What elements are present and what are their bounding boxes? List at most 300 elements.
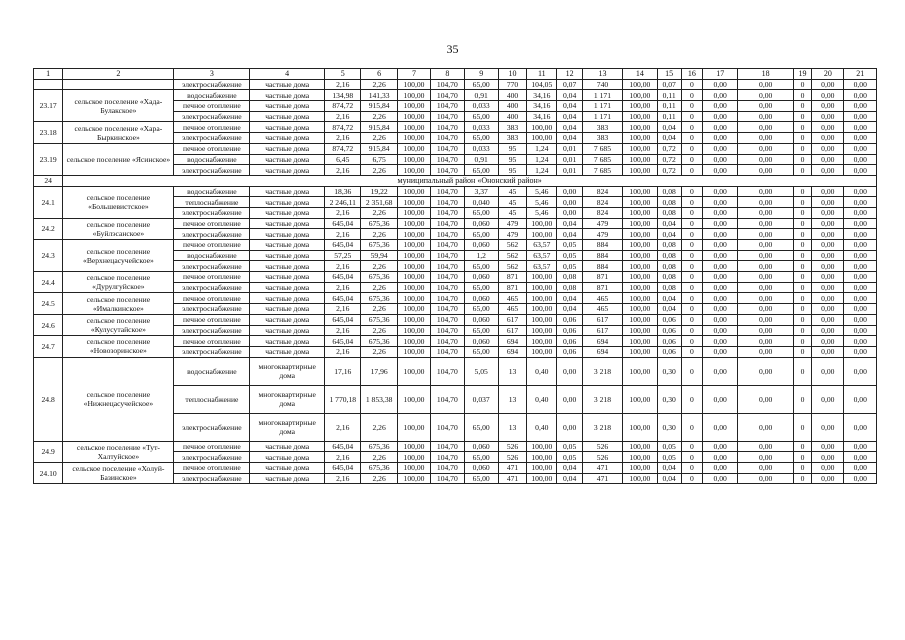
utility-type: электроснабжение: [174, 452, 250, 463]
value-cell: 0,00: [703, 111, 738, 122]
value-cell: 7 685: [582, 154, 622, 165]
table-row: [34, 90, 877, 101]
value-cell: 0,00: [812, 325, 844, 336]
value-cell: 100,00: [397, 293, 430, 304]
value-cell: 2,16: [325, 304, 361, 315]
value-cell: 100,00: [397, 272, 430, 283]
table-row: [34, 293, 877, 304]
value-cell: 0,00: [703, 240, 738, 251]
value-cell: 0: [681, 462, 702, 473]
value-cell: 0,00: [844, 122, 877, 133]
housing-type: многоквартирные дома: [250, 385, 325, 413]
value-cell: 0,01: [557, 165, 582, 176]
column-number-header: 5: [325, 69, 361, 80]
value-cell: 13: [498, 357, 526, 385]
value-cell: 100,00: [397, 325, 430, 336]
utility-type: водоснабжение: [174, 186, 250, 197]
value-cell: 0: [793, 272, 811, 283]
settlement-name: сельское поселение «Нижнецасучейское»: [63, 357, 174, 441]
settlement-name: сельское поселение «Ималкинское»: [63, 293, 174, 314]
value-cell: 0,033: [464, 122, 498, 133]
value-cell: 0,04: [657, 122, 681, 133]
value-cell: 2,26: [361, 261, 397, 272]
value-cell: 645,04: [325, 336, 361, 347]
value-cell: 0,00: [703, 452, 738, 463]
value-cell: 100,00: [623, 282, 657, 293]
housing-type: частные дома: [250, 282, 325, 293]
column-number-header: 21: [844, 69, 877, 80]
table-row: [34, 314, 877, 325]
housing-type: частные дома: [250, 218, 325, 229]
value-cell: 104,70: [431, 282, 464, 293]
value-cell: 100,00: [397, 207, 430, 218]
value-cell: 1 171: [582, 101, 622, 112]
value-cell: 0,00: [557, 197, 582, 208]
value-cell: 100,00: [397, 133, 430, 144]
value-cell: 17,96: [361, 357, 397, 385]
value-cell: 0,00: [703, 186, 738, 197]
value-cell: 0: [793, 385, 811, 413]
value-cell: 0: [793, 413, 811, 441]
value-cell: 383: [498, 122, 526, 133]
value-cell: 562: [498, 250, 526, 261]
value-cell: 0,04: [657, 473, 681, 484]
value-cell: 645,04: [325, 314, 361, 325]
utility-type: печное отопление: [174, 293, 250, 304]
value-cell: 100,00: [623, 261, 657, 272]
value-cell: 0,00: [812, 282, 844, 293]
value-cell: 0,00: [844, 336, 877, 347]
value-cell: 0,00: [703, 197, 738, 208]
value-cell: 0,04: [657, 229, 681, 240]
table-row: [34, 357, 877, 385]
value-cell: 0,00: [844, 186, 877, 197]
value-cell: 34,16: [527, 90, 557, 101]
utility-type: электроснабжение: [174, 346, 250, 357]
value-cell: 884: [582, 261, 622, 272]
value-cell: 0: [793, 325, 811, 336]
value-cell: 2 351,68: [361, 197, 397, 208]
value-cell: 2,26: [361, 452, 397, 463]
value-cell: 0,00: [844, 165, 877, 176]
housing-type: частные дома: [250, 261, 325, 272]
value-cell: 0,00: [844, 101, 877, 112]
value-cell: 1,24: [527, 165, 557, 176]
value-cell: 100,00: [397, 79, 430, 90]
utility-type: печное отопление: [174, 122, 250, 133]
value-cell: 104,70: [431, 90, 464, 101]
value-cell: 0,06: [557, 314, 582, 325]
housing-type: частные дома: [250, 293, 325, 304]
value-cell: 0,01: [557, 143, 582, 154]
value-cell: 100,00: [527, 133, 557, 144]
value-cell: 479: [582, 218, 622, 229]
housing-type: частные дома: [250, 186, 325, 197]
value-cell: 0,00: [738, 79, 794, 90]
utility-type: электроснабжение: [174, 261, 250, 272]
value-cell: 0,40: [527, 385, 557, 413]
value-cell: 0,72: [657, 154, 681, 165]
value-cell: 104,70: [431, 413, 464, 441]
value-cell: 0: [793, 218, 811, 229]
value-cell: 104,70: [431, 165, 464, 176]
value-cell: 0,00: [738, 413, 794, 441]
value-cell: 19,22: [361, 186, 397, 197]
column-number-header: 7: [397, 69, 430, 80]
value-cell: 0,00: [844, 452, 877, 463]
value-cell: 100,00: [623, 385, 657, 413]
value-cell: 874,72: [325, 101, 361, 112]
housing-type: частные дома: [250, 325, 325, 336]
housing-type: частные дома: [250, 79, 325, 90]
value-cell: 0,060: [464, 462, 498, 473]
settlement-name: сельское поселение «Большевистское»: [63, 186, 174, 218]
value-cell: 5,46: [527, 197, 557, 208]
settlement-name: сельское поселение «Верхнецасучейское»: [63, 240, 174, 272]
value-cell: 400: [498, 90, 526, 101]
value-cell: 675,36: [361, 462, 397, 473]
value-cell: 0: [793, 101, 811, 112]
value-cell: 1 770,18: [325, 385, 361, 413]
value-cell: 2,16: [325, 207, 361, 218]
value-cell: 100,00: [623, 122, 657, 133]
value-cell: 645,04: [325, 272, 361, 283]
value-cell: 59,94: [361, 250, 397, 261]
value-cell: 100,00: [623, 473, 657, 484]
housing-type: частные дома: [250, 462, 325, 473]
value-cell: 0: [793, 357, 811, 385]
value-cell: 2,16: [325, 229, 361, 240]
value-cell: 0: [793, 186, 811, 197]
settlement-number: 23.18: [34, 122, 63, 143]
value-cell: 0,00: [738, 218, 794, 229]
value-cell: 0,04: [657, 218, 681, 229]
column-number-header: 18: [738, 69, 794, 80]
value-cell: 65,00: [464, 452, 498, 463]
utility-type: печное отопление: [174, 101, 250, 112]
value-cell: 824: [582, 197, 622, 208]
column-number-header: 4: [250, 69, 325, 80]
value-cell: 617: [582, 314, 622, 325]
value-cell: 100,00: [527, 218, 557, 229]
value-cell: 100,00: [397, 186, 430, 197]
value-cell: 0: [681, 314, 702, 325]
value-cell: 0: [793, 240, 811, 251]
table-row: [34, 143, 877, 154]
value-cell: 645,04: [325, 441, 361, 452]
value-cell: 0: [681, 413, 702, 441]
value-cell: 0: [681, 357, 702, 385]
value-cell: 0: [681, 261, 702, 272]
value-cell: 0: [793, 154, 811, 165]
value-cell: 0: [681, 165, 702, 176]
value-cell: 465: [582, 304, 622, 315]
value-cell: 100,00: [623, 101, 657, 112]
utility-type: электроснабжение: [174, 413, 250, 441]
value-cell: 0,00: [738, 473, 794, 484]
value-cell: 0,00: [738, 186, 794, 197]
value-cell: 0,00: [844, 462, 877, 473]
value-cell: 100,00: [527, 346, 557, 357]
value-cell: 471: [582, 473, 622, 484]
value-cell: 0: [681, 122, 702, 133]
value-cell: 104,70: [431, 346, 464, 357]
value-cell: 0,06: [557, 325, 582, 336]
value-cell: 0,00: [738, 90, 794, 101]
value-cell: 0: [681, 452, 702, 463]
value-cell: 675,36: [361, 336, 397, 347]
value-cell: 479: [498, 218, 526, 229]
value-cell: 675,36: [361, 272, 397, 283]
utility-type: печное отопление: [174, 336, 250, 347]
value-cell: 0,91: [464, 154, 498, 165]
utility-type: печное отопление: [174, 462, 250, 473]
value-cell: 0,00: [844, 441, 877, 452]
value-cell: 0,00: [703, 122, 738, 133]
value-cell: 0,00: [738, 101, 794, 112]
value-cell: 0,05: [657, 441, 681, 452]
value-cell: 0: [681, 325, 702, 336]
value-cell: 0,00: [812, 101, 844, 112]
value-cell: 65,00: [464, 165, 498, 176]
value-cell: 2,26: [361, 413, 397, 441]
value-cell: 0,00: [812, 336, 844, 347]
utility-type: печное отопление: [174, 441, 250, 452]
value-cell: 63,57: [527, 250, 557, 261]
value-cell: 104,70: [431, 293, 464, 304]
value-cell: 0,30: [657, 357, 681, 385]
housing-type: частные дома: [250, 346, 325, 357]
value-cell: 2,26: [361, 229, 397, 240]
table-body: [34, 69, 877, 484]
value-cell: 100,00: [527, 229, 557, 240]
table-row: [34, 240, 877, 251]
housing-type: частные дома: [250, 154, 325, 165]
value-cell: 100,00: [623, 240, 657, 251]
value-cell: 100,00: [527, 473, 557, 484]
value-cell: 0,00: [738, 462, 794, 473]
district-title: муниципальный район «Ононский район»: [63, 175, 877, 186]
value-cell: 100,00: [397, 385, 430, 413]
value-cell: 383: [582, 133, 622, 144]
value-cell: 65,00: [464, 282, 498, 293]
value-cell: 0,30: [657, 413, 681, 441]
value-cell: 0,00: [738, 441, 794, 452]
value-cell: 65,00: [464, 325, 498, 336]
value-cell: 2,16: [325, 111, 361, 122]
value-cell: 0,00: [844, 473, 877, 484]
value-cell: 0,00: [738, 293, 794, 304]
value-cell: 645,04: [325, 462, 361, 473]
value-cell: 45: [498, 186, 526, 197]
column-number-header: 12: [557, 69, 582, 80]
value-cell: 2,16: [325, 325, 361, 336]
value-cell: 100,00: [623, 154, 657, 165]
utility-type: печное отопление: [174, 272, 250, 283]
value-cell: 0,00: [812, 143, 844, 154]
value-cell: 0,00: [812, 272, 844, 283]
value-cell: 0,04: [557, 218, 582, 229]
value-cell: 0,00: [812, 357, 844, 385]
value-cell: 526: [498, 452, 526, 463]
value-cell: 0,00: [703, 336, 738, 347]
value-cell: 0,00: [812, 79, 844, 90]
value-cell: 0,00: [812, 293, 844, 304]
column-number-header: 17: [703, 69, 738, 80]
column-number-header: 1: [34, 69, 63, 80]
value-cell: 0,05: [657, 452, 681, 463]
value-cell: 0,00: [703, 165, 738, 176]
value-cell: 645,04: [325, 240, 361, 251]
value-cell: 0,00: [812, 197, 844, 208]
value-cell: 0,00: [703, 413, 738, 441]
housing-type: частные дома: [250, 272, 325, 283]
value-cell: 100,00: [623, 336, 657, 347]
value-cell: 400: [498, 101, 526, 112]
utility-type: печное отопление: [174, 218, 250, 229]
value-cell: 2,26: [361, 79, 397, 90]
value-cell: 100,00: [623, 325, 657, 336]
value-cell: 0,08: [557, 272, 582, 283]
value-cell: 0,00: [703, 143, 738, 154]
value-cell: 100,00: [623, 111, 657, 122]
value-cell: 0,04: [557, 122, 582, 133]
value-cell: 675,36: [361, 314, 397, 325]
value-cell: 100,00: [623, 272, 657, 283]
value-cell: 824: [582, 207, 622, 218]
value-cell: 100,00: [623, 90, 657, 101]
value-cell: 104,70: [431, 207, 464, 218]
value-cell: 0,08: [657, 197, 681, 208]
value-cell: 824: [582, 186, 622, 197]
settlement-number: 24.4: [34, 272, 63, 293]
value-cell: 2,16: [325, 473, 361, 484]
value-cell: 100,00: [397, 462, 430, 473]
value-cell: 0: [681, 250, 702, 261]
value-cell: 2 246,11: [325, 197, 361, 208]
value-cell: 0,060: [464, 293, 498, 304]
value-cell: 100,00: [397, 197, 430, 208]
value-cell: 100,00: [623, 133, 657, 144]
value-cell: 1,2: [464, 250, 498, 261]
value-cell: 0,00: [703, 79, 738, 90]
value-cell: 0,00: [812, 462, 844, 473]
value-cell: 0,08: [557, 282, 582, 293]
value-cell: 465: [498, 304, 526, 315]
table-row: [34, 272, 877, 283]
value-cell: 104,70: [431, 218, 464, 229]
value-cell: 0: [793, 336, 811, 347]
value-cell: 100,00: [623, 452, 657, 463]
value-cell: 675,36: [361, 240, 397, 251]
value-cell: 0,00: [812, 346, 844, 357]
value-cell: 0: [793, 207, 811, 218]
table-row: [34, 186, 877, 197]
column-number-header: 11: [527, 69, 557, 80]
value-cell: 0,01: [557, 154, 582, 165]
column-number-header: 2: [63, 69, 174, 80]
value-cell: 383: [498, 133, 526, 144]
value-cell: 0,00: [812, 413, 844, 441]
value-cell: 0,00: [703, 346, 738, 357]
value-cell: 0: [681, 441, 702, 452]
value-cell: 526: [498, 441, 526, 452]
housing-type: частные дома: [250, 122, 325, 133]
value-cell: 0,04: [557, 229, 582, 240]
value-cell: 0,30: [657, 385, 681, 413]
value-cell: 104,70: [431, 473, 464, 484]
value-cell: 0,00: [738, 357, 794, 385]
district-row: [34, 175, 877, 186]
value-cell: 0,00: [812, 154, 844, 165]
value-cell: 0,00: [812, 122, 844, 133]
housing-type: частные дома: [250, 314, 325, 325]
utility-type: водоснабжение: [174, 357, 250, 385]
value-cell: 0,00: [557, 186, 582, 197]
value-cell: 0,40: [527, 357, 557, 385]
value-cell: 104,70: [431, 385, 464, 413]
value-cell: 100,00: [397, 143, 430, 154]
value-cell: 0: [793, 304, 811, 315]
value-cell: 65,00: [464, 473, 498, 484]
value-cell: 770: [498, 79, 526, 90]
value-cell: 0,060: [464, 441, 498, 452]
value-cell: 0,00: [812, 441, 844, 452]
value-cell: 0: [793, 133, 811, 144]
value-cell: 0: [793, 282, 811, 293]
value-cell: 0,00: [844, 325, 877, 336]
housing-type: частные дома: [250, 452, 325, 463]
value-cell: 13: [498, 385, 526, 413]
value-cell: 0,00: [844, 250, 877, 261]
value-cell: 3 218: [582, 385, 622, 413]
column-number-header: 20: [812, 69, 844, 80]
value-cell: 0,04: [557, 90, 582, 101]
value-cell: 100,00: [397, 165, 430, 176]
value-cell: 0,00: [738, 346, 794, 357]
value-cell: 100,00: [623, 357, 657, 385]
value-cell: 0,06: [657, 325, 681, 336]
value-cell: 675,36: [361, 293, 397, 304]
value-cell: 104,70: [431, 101, 464, 112]
utility-type: водоснабжение: [174, 250, 250, 261]
value-cell: 0: [793, 111, 811, 122]
value-cell: 0,04: [557, 304, 582, 315]
settlement-name: сельское поселение «Холуй-Базинское»: [63, 462, 174, 483]
value-cell: 104,70: [431, 143, 464, 154]
value-cell: 0,00: [703, 282, 738, 293]
value-cell: 100,00: [623, 293, 657, 304]
value-cell: 0,00: [703, 229, 738, 240]
value-cell: 5,05: [464, 357, 498, 385]
value-cell: 100,00: [623, 207, 657, 218]
settlement-number: 23.19: [34, 143, 63, 175]
value-cell: 0: [793, 293, 811, 304]
housing-type: частные дома: [250, 304, 325, 315]
value-cell: 65,00: [464, 261, 498, 272]
value-cell: 0: [681, 473, 702, 484]
value-cell: 2,26: [361, 165, 397, 176]
value-cell: 1 171: [582, 111, 622, 122]
value-cell: 0: [793, 229, 811, 240]
value-cell: 104,70: [431, 122, 464, 133]
column-number-header: 10: [498, 69, 526, 80]
value-cell: 675,36: [361, 218, 397, 229]
value-cell: 645,04: [325, 218, 361, 229]
housing-type: частные дома: [250, 101, 325, 112]
value-cell: 100,00: [623, 143, 657, 154]
value-cell: 0,04: [557, 111, 582, 122]
